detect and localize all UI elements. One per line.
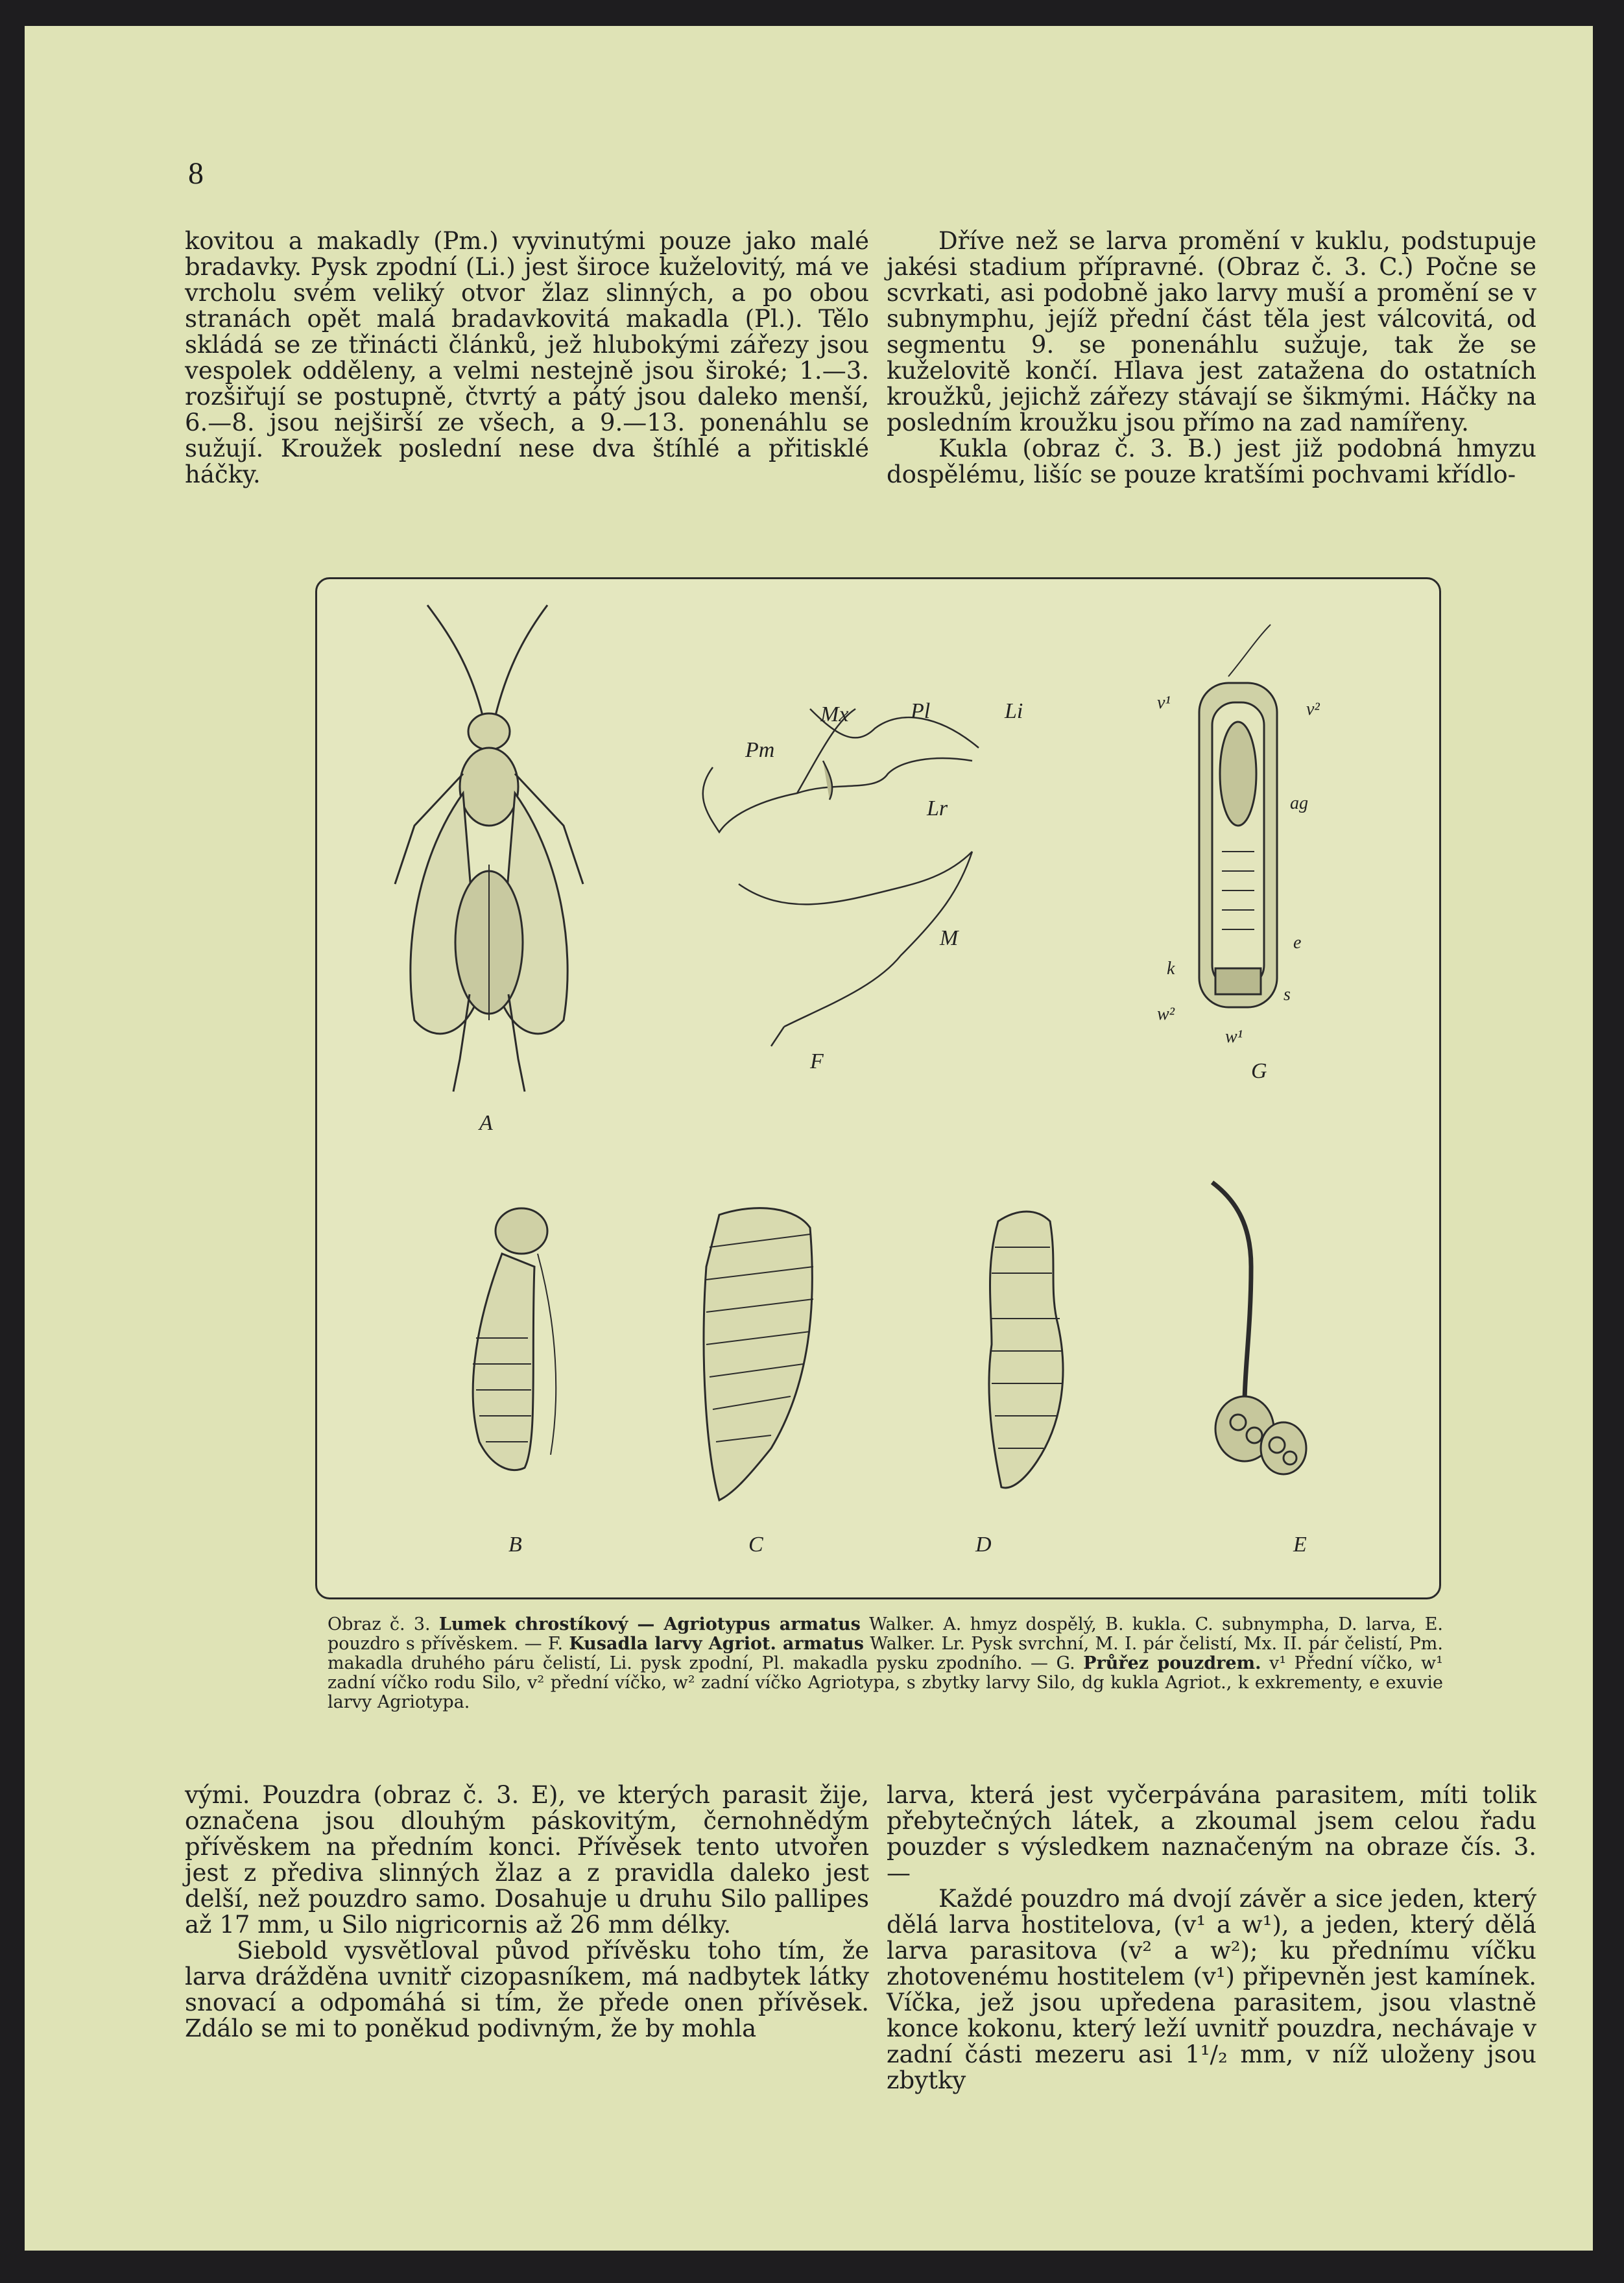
figure-illustration bbox=[317, 579, 1439, 1597]
text-column-bottom-right bbox=[887, 1782, 1536, 2094]
figure-label-v2: v² bbox=[1306, 699, 1320, 719]
figure-label-E: E bbox=[1293, 1533, 1307, 1557]
insect-adult-drawing bbox=[395, 605, 583, 1092]
figure-label-ag: ag bbox=[1290, 793, 1308, 813]
page-number: 8 bbox=[188, 156, 204, 191]
paragraph: kovitou a makadly (Pm.) vyvinutými pouze jako malé bradavky. Pysk zpodní (Li.) jest široce kuželovitý, má ve vrcholu svém veliký otvor žlaz slinných, a po obou stranách opět malá bradavkovitá makadla (Pl.). Tělo skládá se ze třinácti článků, jež hlubokými zářezy jsou vespolek odděleny, a velmi nestejně jsou široké; 1.—3. rozšiřují se postupně, čtvrtý a pátý jsou daleko menší, 6.—8. jsou nejširší ze všech, a 9.—13. ponenáhlu se sužují. Kroužek poslední nese dva štíhlé a přitisklé háčky. bbox=[185, 227, 869, 488]
subnympha-drawing bbox=[704, 1208, 813, 1500]
caption-part-2: Walker. Lr. Pysk svrchní, M. I. pár čelistí, Mx. II. pár čelistí, Pm. makadla druhého páru čelistí, Li. pysk zpodní, Pl. makadla pysku zpodního. — G. bbox=[328, 1634, 1443, 1673]
mandible-drawing bbox=[703, 709, 979, 1046]
caption-title-1: Lumek chrostíkový — Agriotypus armatus bbox=[438, 1614, 861, 1634]
figure-label-w2: w² bbox=[1157, 1004, 1175, 1024]
figure-label-G: G bbox=[1251, 1059, 1267, 1083]
caption-title-2: Kusadla larvy Agriot. armatus bbox=[569, 1634, 865, 1654]
figure-label-Pm: Pm bbox=[745, 738, 775, 762]
text-column-top-left bbox=[185, 228, 869, 488]
figure-label-M: M bbox=[940, 926, 959, 950]
figure-label-Pl: Pl bbox=[911, 699, 931, 723]
figure-label-Mx: Mx bbox=[820, 702, 849, 726]
larva-drawing bbox=[989, 1212, 1063, 1488]
figure-label-Lr: Lr bbox=[927, 796, 948, 820]
paragraph: Kukla (obraz č. 3. B.) jest již podobná hmyzu dospělému, lišíc se pouze kratšími pochvami křídlo- bbox=[887, 435, 1536, 488]
pupa-drawing bbox=[473, 1208, 556, 1470]
figure-label-w1: w¹ bbox=[1225, 1027, 1243, 1047]
paragraph: Siebold vysvětloval původ přívěsku toho tím, že larva drážděna uvnitř cizopasníkem, má nadbytek látky snovací a odpomáhá si tím, že přede onen přívěsek. Zdálo se mi to poněkud podivným, že by mohla bbox=[185, 1937, 869, 2042]
figure-label-A: A bbox=[479, 1111, 493, 1135]
figure-label-Li: Li bbox=[1005, 699, 1023, 723]
case-with-appendage-drawing bbox=[1212, 1182, 1306, 1474]
figure-caption bbox=[328, 1615, 1443, 1712]
figure-label-D: D bbox=[975, 1533, 992, 1557]
text-column-top-right bbox=[887, 228, 1536, 488]
paragraph: Každé pouzdro má dvojí závěr a sice jeden, který dělá larva hostitelova, (v¹ a w¹), a jeden, který dělá larva parasitova (v² a w²); ku přednímu víčku zhotovenému hostitelem (v¹) připevněn jest kamínek. Víčka, jež jsou upředena parasitem, jsou vlastně konce kokonu, který leží uvnitř pouzdra, nechávaje v zadní části mezeru asi 1¹/₂ mm, v níž uloženy jsou zbytky bbox=[887, 1885, 1536, 2094]
paragraph: vými. Pouzdra (obraz č. 3. E), ve kterých parasit žije, označena jsou dlouhým páskovitým, černohnědým přívěskem na předním konci. Přívěsek tento utvořen jest z přediva slinných žlaz a z pravidla daleko jest delší, než pouzdro samo. Dosahuje u druhu Silo pallipes až 17 mm, u Silo nigricornis až 26 mm délky. bbox=[185, 1781, 869, 1939]
text-column-bottom-left bbox=[185, 1782, 869, 2042]
figure-label-k: k bbox=[1167, 959, 1175, 979]
figure-label-e: e bbox=[1293, 933, 1302, 953]
figure-label-F: F bbox=[810, 1049, 824, 1073]
caption-part-1: Walker. A. hmyz dospělý, B. kukla. C. subnympha, D. larva, E. pouzdro s přívěskem. — F. bbox=[328, 1614, 1443, 1654]
figure-label-s: s bbox=[1284, 985, 1291, 1005]
caption-title-3: Průřez pouzdrem. bbox=[1083, 1653, 1261, 1673]
paragraph: larva, která jest vyčerpávána parasitem, míti tolik přebytečných látek, a zkoumal jsem celou řadu pouzder s výsledkem naznačeným na obraze čís. 3. — bbox=[887, 1781, 1536, 1887]
figure-label-B: B bbox=[508, 1533, 522, 1557]
case-section-drawing bbox=[1199, 625, 1277, 1007]
caption-prefix: Obraz č. 3. bbox=[328, 1614, 431, 1634]
caption-part-3: v¹ Přední víčko, w¹ zadní víčko rodu Silo, v² přední víčko, w² zadní víčko Agriotypa, s zbytky larvy Silo, dg kukla Agriot., k exkrementy, e exuvie larvy Agriotypa. bbox=[328, 1653, 1443, 1712]
figure-label-C: C bbox=[748, 1533, 763, 1557]
paragraph: Dříve než se larva promění v kuklu, podstupuje jakési stadium přípravné. (Obraz č. 3. C.) Počne se scvrkati, asi podobně jako larvy muší a promění se v subnymphu, jejíž přední část těla jest válcovitá, od segmentu 9. se ponenáhlu sužuje, tak že se kuželovitě končí. Hlava jest zatažena do ostatních kroužků, jejichž zářezy stávají se šikmými. Háčky na posledním kroužku jsou přímo na zad namířeny. bbox=[887, 227, 1536, 436]
figure-label-v1: v¹ bbox=[1157, 693, 1171, 713]
figure-frame bbox=[315, 577, 1441, 1599]
